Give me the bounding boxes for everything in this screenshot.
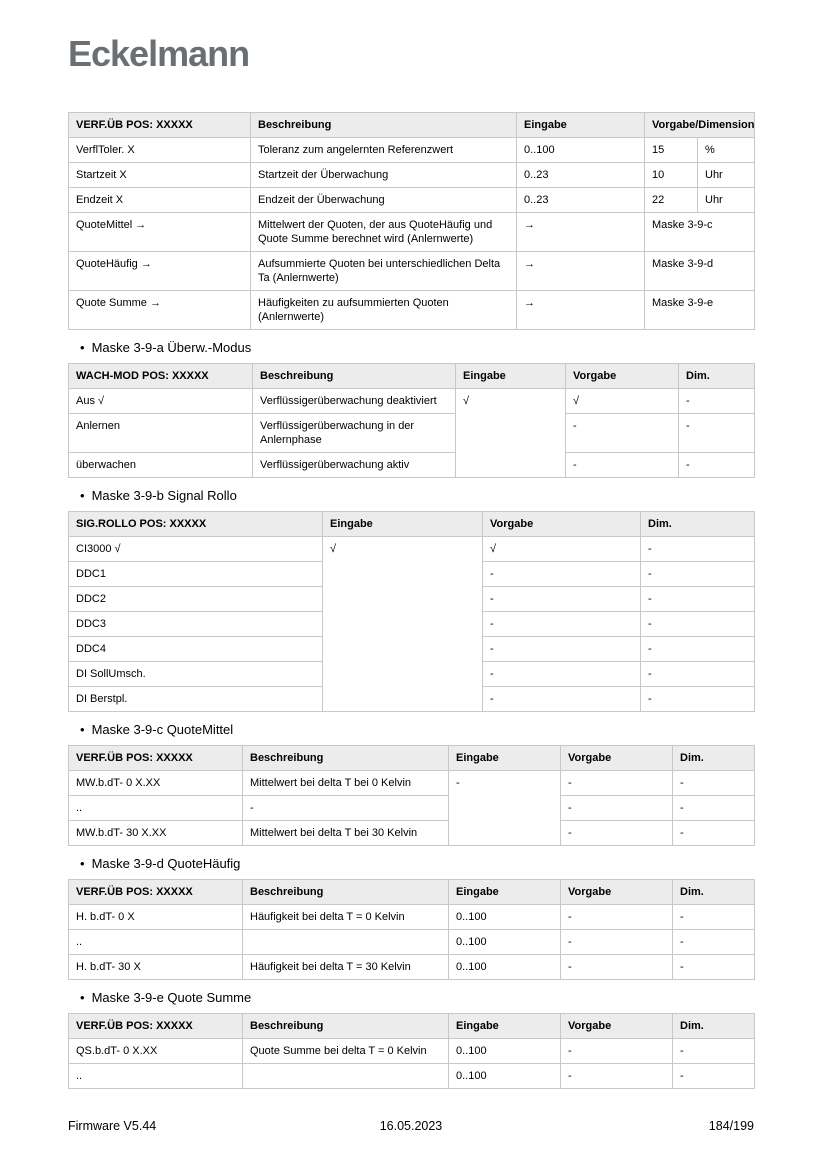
table-header-row <box>69 880 755 905</box>
table-cell: - <box>483 612 641 637</box>
table-cell: - <box>483 662 641 687</box>
table-cell: Maske 3-9-e <box>645 291 755 330</box>
table-cell: - <box>679 389 755 414</box>
table-cell: DDC2 <box>69 587 323 612</box>
table-cell: Startzeit X <box>69 163 251 188</box>
table-row <box>69 138 755 163</box>
table-row <box>69 389 755 414</box>
table-header-cell: Eingabe <box>449 746 561 771</box>
table-header-cell: Vorgabe <box>561 880 673 905</box>
table-header-cell: Beschreibung <box>251 113 517 138</box>
table-header-cell: Eingabe <box>449 1014 561 1039</box>
table-quotesumme <box>68 1013 755 1089</box>
table-header-cell: VERF.ÜB POS: XXXXX <box>69 113 251 138</box>
table-cell: Startzeit der Überwachung <box>251 163 517 188</box>
table-cell: 0..100 <box>517 138 645 163</box>
table-row <box>69 291 755 330</box>
table-sigrollo-pos <box>68 511 755 712</box>
table-cell: - <box>641 637 755 662</box>
table-row <box>69 771 755 796</box>
table-row <box>69 796 755 821</box>
table-cell: 0..100 <box>449 1064 561 1089</box>
table-header-cell: Dim. <box>641 512 755 537</box>
section-heading-maske-3-9-e <box>68 990 754 1006</box>
table-cell: - <box>641 687 755 712</box>
page-content <box>68 0 754 1089</box>
table-cell: MW.b.dT- 30 X.XX <box>69 821 243 846</box>
table-header-row <box>69 113 755 138</box>
bullet-icon: • <box>80 722 85 737</box>
table-header-row <box>69 746 755 771</box>
table-header-row <box>69 1014 755 1039</box>
table-cell: - <box>679 453 755 478</box>
table-cell: DDC1 <box>69 562 323 587</box>
table-cell: - <box>673 771 755 796</box>
table-cell: - <box>561 905 673 930</box>
table-cell: Anlernen <box>69 414 253 453</box>
table-cell: 0..100 <box>449 955 561 980</box>
table-cell: - <box>561 930 673 955</box>
table-header-row <box>69 512 755 537</box>
table-cell: - <box>641 537 755 562</box>
section-heading-maske-3-9-c <box>68 722 754 738</box>
table-header-cell: VERF.ÜB POS: XXXXX <box>69 880 243 905</box>
table-cell: QS.b.dT- 0 X.XX <box>69 1039 243 1064</box>
bullet-icon: • <box>80 990 85 1005</box>
table-row <box>69 955 755 980</box>
table-header-row <box>69 364 755 389</box>
table-header-cell: Vorgabe <box>561 746 673 771</box>
table-cell: - <box>566 453 679 478</box>
table-wachmod-pos <box>68 363 755 478</box>
table-cell: - <box>561 1039 673 1064</box>
table-header-cell: VERF.ÜB POS: XXXXX <box>69 746 243 771</box>
table-cell: DDC3 <box>69 612 323 637</box>
section-heading-maske-3-9-a <box>68 340 754 356</box>
table-cell: - <box>561 771 673 796</box>
table-header-cell: Vorgabe <box>561 1014 673 1039</box>
bullet-icon: • <box>80 856 85 871</box>
table-header-cell: Eingabe <box>449 880 561 905</box>
table-header-cell: Beschreibung <box>253 364 456 389</box>
table-cell: MW.b.dT- 0 X.XX <box>69 771 243 796</box>
table-cell: Verflüssigerüberwachung in der Anlernphase <box>253 414 456 453</box>
table-cell: DI SollUmsch. <box>69 662 323 687</box>
table-cell: Mittelwert der Quoten, der aus QuoteHäufig und Quote Summe berechnet wird (Anlernwerte) <box>251 213 517 252</box>
table-cell: 0..23 <box>517 188 645 213</box>
table-cell: Häufigkeit bei delta T = 30 Kelvin <box>243 955 449 980</box>
bullet-icon: • <box>80 488 85 503</box>
table-row <box>69 905 755 930</box>
table-header-cell: Dim. <box>673 1014 755 1039</box>
table-cell: 22 <box>645 188 698 213</box>
table-cell: Endzeit X <box>69 188 251 213</box>
table-cell: - <box>641 612 755 637</box>
table-cell: 0..100 <box>449 930 561 955</box>
table-header-cell: Dim. <box>679 364 755 389</box>
table-cell: Verflüssigerüberwachung aktiv <box>253 453 456 478</box>
section-heading-maske-3-9-b <box>68 488 754 504</box>
table-cell: 10 <box>645 163 698 188</box>
table-row <box>69 821 755 846</box>
table-row <box>69 213 755 252</box>
footer-page-number: 184/199 <box>708 1119 754 1133</box>
table-row <box>69 163 755 188</box>
eckelmann-logo: Eckelmann <box>68 33 250 74</box>
table-cell: H. b.dT- 0 X <box>69 905 243 930</box>
table-cell: Quote Summe bei delta T = 0 Kelvin <box>243 1039 449 1064</box>
table-row <box>69 930 755 955</box>
table-cell: → <box>517 213 645 252</box>
table-header-cell: Eingabe <box>456 364 566 389</box>
table-row <box>69 1039 755 1064</box>
table-cell: QuoteHäufig → <box>69 252 251 291</box>
table-header-cell: Vorgabe/Dimension <box>645 113 755 138</box>
table-cell: - <box>483 637 641 662</box>
table-row <box>69 537 755 562</box>
table-cell: - <box>641 562 755 587</box>
table-cell: → <box>517 291 645 330</box>
table-cell: - <box>679 414 755 453</box>
table-cell: % <box>698 138 755 163</box>
table-cell: - <box>673 821 755 846</box>
table-header-cell: VERF.ÜB POS: XXXXX <box>69 1014 243 1039</box>
table-cell: - <box>673 1039 755 1064</box>
table-cell: - <box>243 796 449 821</box>
table-cell: - <box>673 905 755 930</box>
table-cell: Uhr <box>698 188 755 213</box>
table-header-cell: WACH-MOD POS: XXXXX <box>69 364 253 389</box>
table-cell: - <box>641 662 755 687</box>
table-cell: - <box>566 414 679 453</box>
table-cell: Maske 3-9-d <box>645 252 755 291</box>
table-cell: VerflToler. X <box>69 138 251 163</box>
table-cell: DI Berstpl. <box>69 687 323 712</box>
table-cell: Quote Summe → <box>69 291 251 330</box>
table-cell: .. <box>69 1064 243 1089</box>
table-cell: - <box>483 687 641 712</box>
table-row <box>69 414 755 453</box>
table-cell: √ <box>323 537 483 712</box>
table-header-cell: Beschreibung <box>243 1014 449 1039</box>
table-cell: Maske 3-9-c <box>645 213 755 252</box>
table-cell <box>243 930 449 955</box>
table-cell: Uhr <box>698 163 755 188</box>
table-cell: √ <box>483 537 641 562</box>
table-cell: - <box>641 587 755 612</box>
section-title-text: Maske 3-9-c QuoteMittel <box>91 722 234 737</box>
table-row <box>69 188 755 213</box>
table-cell: CI3000 √ <box>69 537 323 562</box>
table-cell: - <box>561 796 673 821</box>
section-title-text: Maske 3-9-e Quote Summe <box>91 990 252 1005</box>
table-cell: - <box>673 955 755 980</box>
table-header-cell: Vorgabe <box>566 364 679 389</box>
table-cell: - <box>561 955 673 980</box>
table-header-cell: SIG.ROLLO POS: XXXXX <box>69 512 323 537</box>
table-cell: Aufsummierte Quoten bei unterschiedlichen Delta Ta (Anlernwerte) <box>251 252 517 291</box>
table-cell <box>243 1064 449 1089</box>
table-header-cell: Vorgabe <box>483 512 641 537</box>
table-cell: - <box>561 821 673 846</box>
footer-firmware-version: Firmware V5.44 <box>68 1119 157 1133</box>
table-cell: Mittelwert bei delta T bei 30 Kelvin <box>243 821 449 846</box>
table-row <box>69 1064 755 1089</box>
table-cell: √ <box>456 389 566 478</box>
section-title-text: Maske 3-9-a Überw.-Modus <box>91 340 252 355</box>
table-header-cell: Beschreibung <box>243 746 449 771</box>
table-header-cell: Eingabe <box>323 512 483 537</box>
table-cell: Häufigkeit bei delta T = 0 Kelvin <box>243 905 449 930</box>
table-quotehaeufig <box>68 879 755 980</box>
table-cell: 15 <box>645 138 698 163</box>
table-cell: → <box>517 252 645 291</box>
section-heading-maske-3-9-d <box>68 856 754 872</box>
table-cell: - <box>483 562 641 587</box>
table-row <box>69 453 755 478</box>
table-cell: 0..100 <box>449 1039 561 1064</box>
table-cell: 0..100 <box>449 905 561 930</box>
table-verfueb-pos <box>68 112 755 330</box>
table-cell: H. b.dT- 30 X <box>69 955 243 980</box>
table-row <box>69 252 755 291</box>
table-cell: DDC4 <box>69 637 323 662</box>
table-quotemittel <box>68 745 755 846</box>
table-header-cell: Dim. <box>673 880 755 905</box>
table-cell: .. <box>69 796 243 821</box>
footer-date: 16.05.2023 <box>379 1119 443 1133</box>
table-header-cell: Dim. <box>673 746 755 771</box>
table-cell: √ <box>566 389 679 414</box>
section-title-text: Maske 3-9-d QuoteHäufig <box>91 856 241 871</box>
table-cell: QuoteMittel → <box>69 213 251 252</box>
section-title-text: Maske 3-9-b Signal Rollo <box>91 488 237 503</box>
table-cell: - <box>673 796 755 821</box>
table-cell: Toleranz zum angelernten Referenzwert <box>251 138 517 163</box>
table-cell: - <box>483 587 641 612</box>
table-cell: 0..23 <box>517 163 645 188</box>
table-cell: Aus √ <box>69 389 253 414</box>
table-cell: - <box>449 771 561 846</box>
table-cell: Endzeit der Überwachung <box>251 188 517 213</box>
table-cell: - <box>673 1064 755 1089</box>
table-cell: überwachen <box>69 453 253 478</box>
table-header-cell: Eingabe <box>517 113 645 138</box>
table-cell: - <box>673 930 755 955</box>
table-cell: Häufigkeiten zu aufsummierten Quoten (Anlernwerte) <box>251 291 517 330</box>
table-cell: .. <box>69 930 243 955</box>
table-cell: - <box>561 1064 673 1089</box>
bullet-icon: • <box>80 340 85 355</box>
page-footer <box>68 1119 754 1133</box>
table-cell: Verflüssigerüberwachung deaktiviert <box>253 389 456 414</box>
table-cell: Mittelwert bei delta T bei 0 Kelvin <box>243 771 449 796</box>
table-header-cell: Beschreibung <box>243 880 449 905</box>
